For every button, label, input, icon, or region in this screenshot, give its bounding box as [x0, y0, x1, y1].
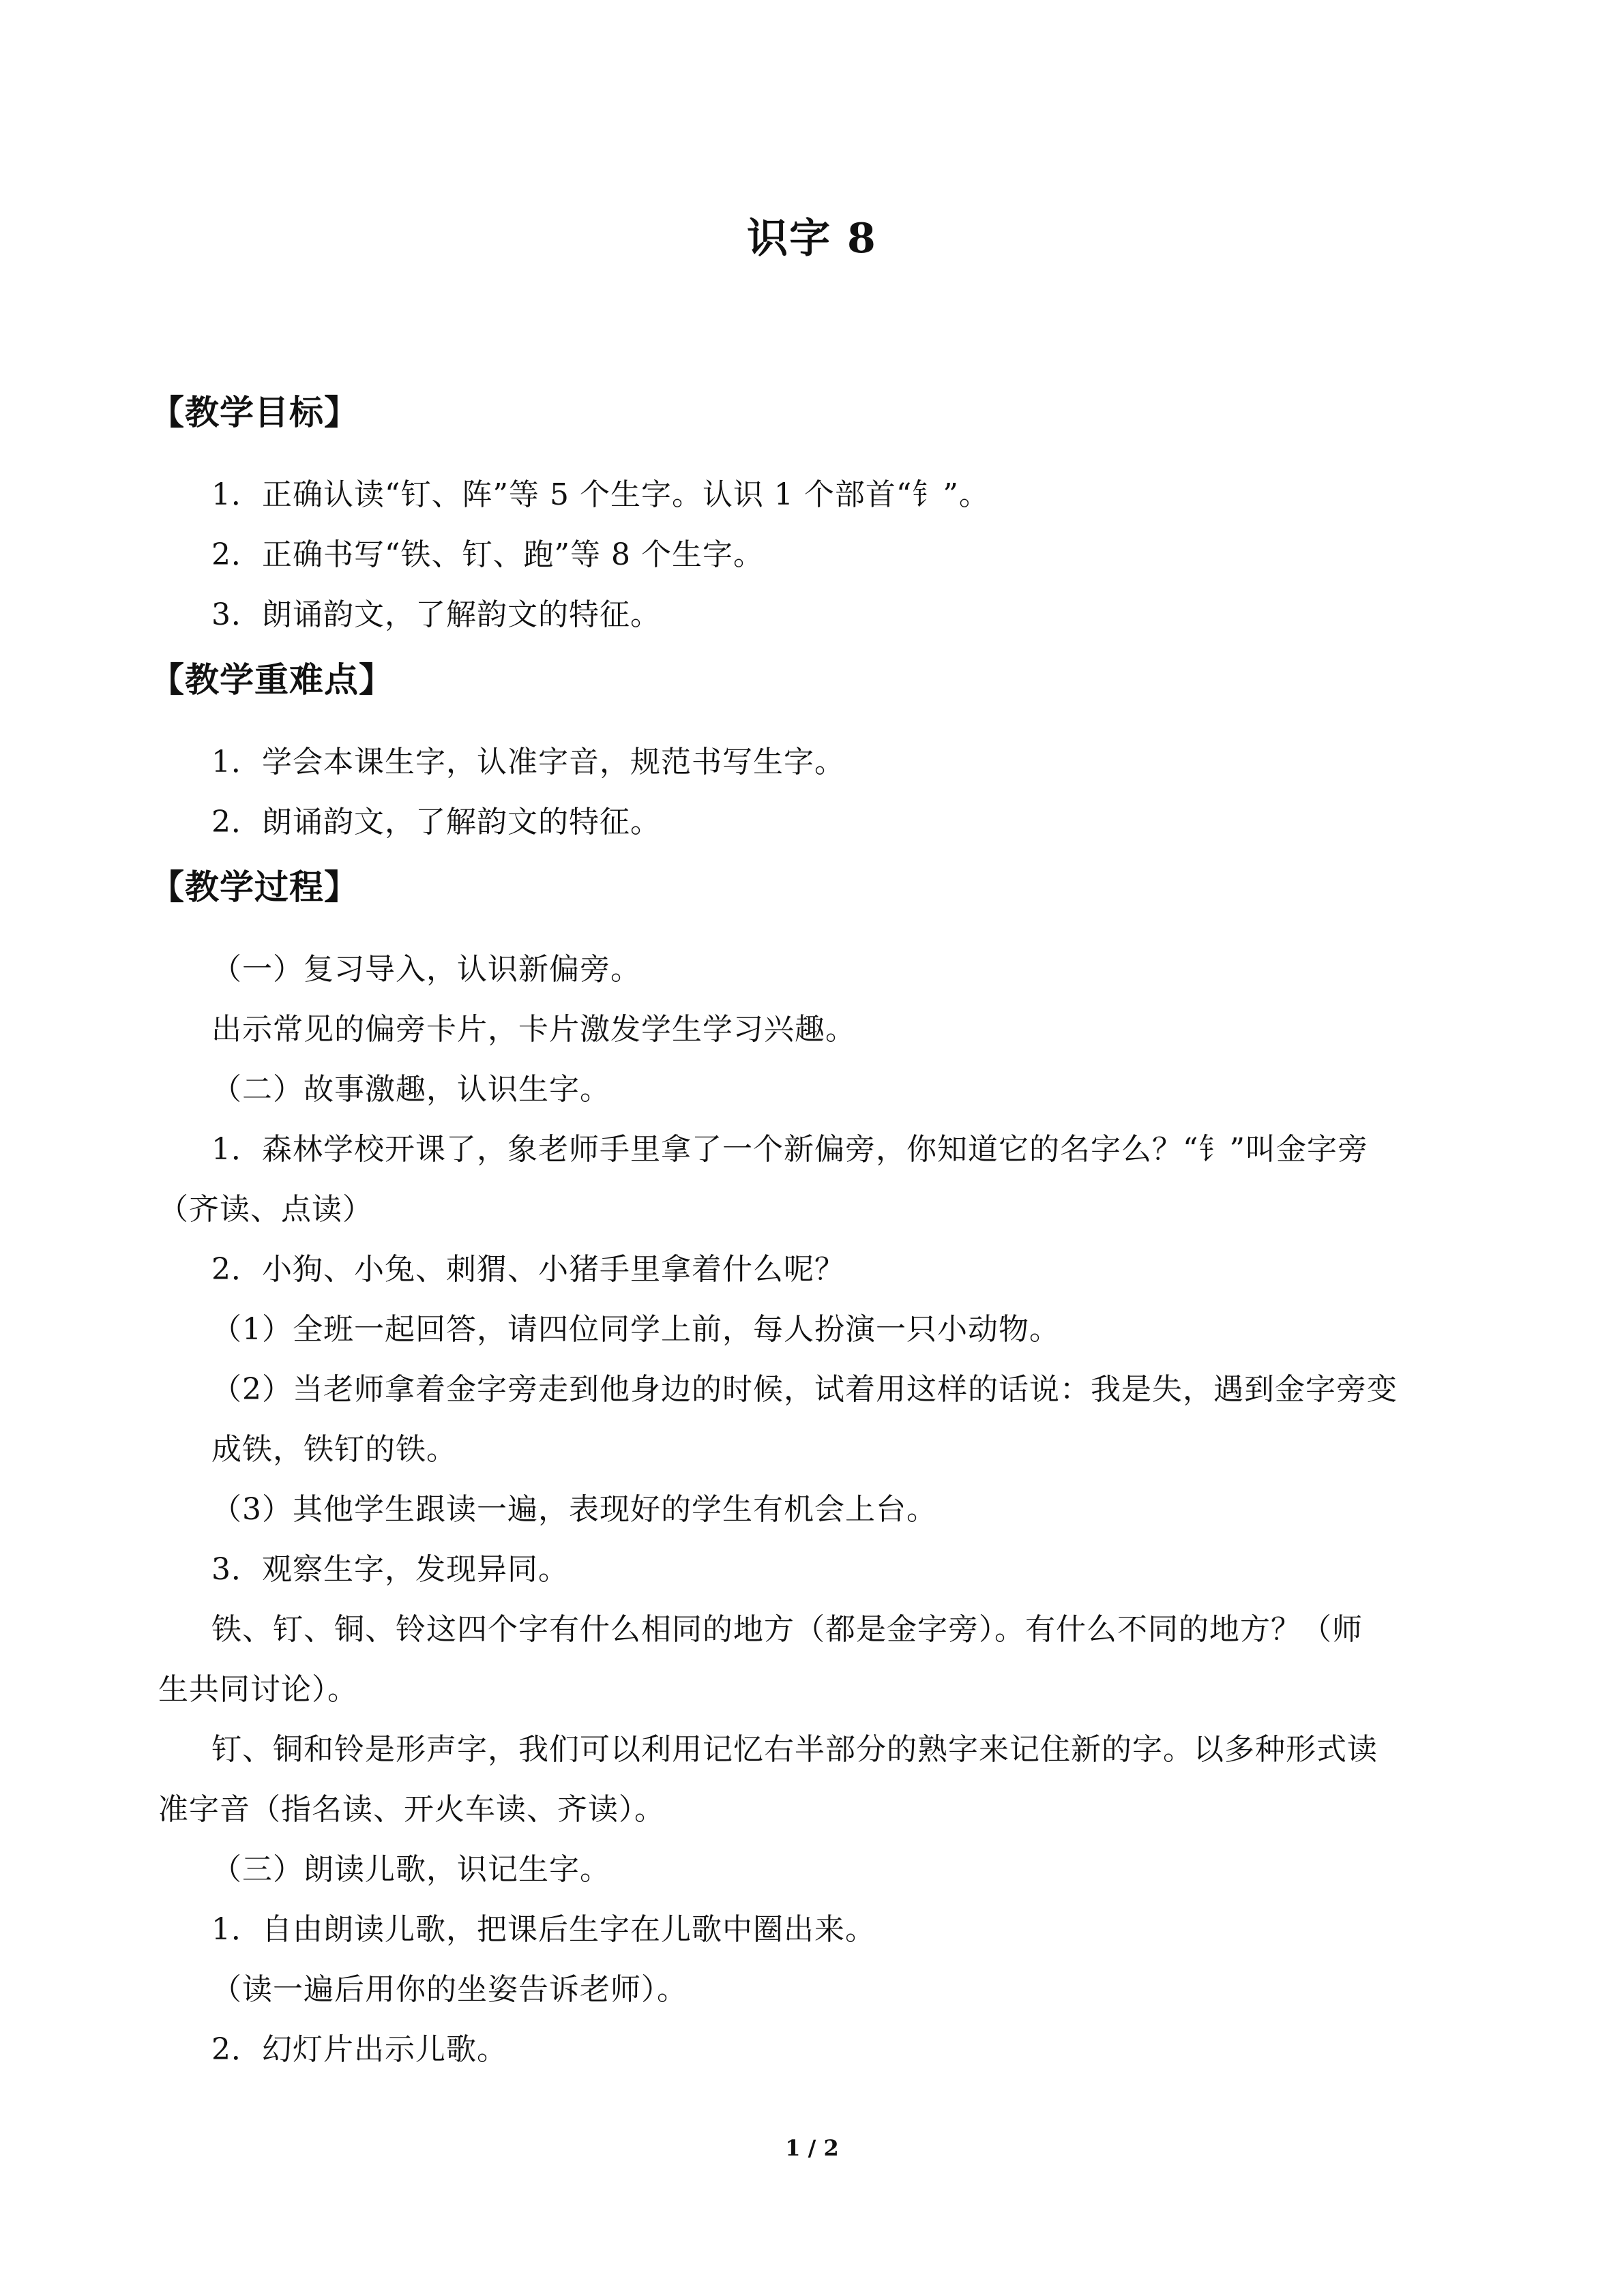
process-line: （齐读、点读）	[158, 1192, 373, 1227]
section-heading-process: 【教学过程】	[150, 867, 359, 907]
process-line: 2．小狗、小兔、刺猬、小猪手里拿着什么呢？	[211, 1252, 845, 1287]
process-line: （2）当老师拿着金字旁走到他身边的时候，试着用这样的话说：我是失，遇到金字旁变	[211, 1372, 1398, 1407]
process-line: （二）故事激趣，认识生字。	[211, 1072, 610, 1107]
process-line: 准字音（指名读、开火车读、齐读）。	[158, 1792, 665, 1827]
goal-item: 3．朗诵韵文，了解韵文的特征。	[211, 597, 661, 632]
key-point-item: 1．学会本课生字，认准字音，规范书写生字。	[211, 745, 845, 779]
process-line: （读一遍后用你的坐姿告诉老师）。	[211, 1972, 688, 2007]
process-line: （三）朗读儿歌，识记生字。	[211, 1852, 610, 1887]
process-line: 1．森林学校开课了，象老师手里拿了一个新偏旁，你知道它的名字么？“钅”叫金字旁	[211, 1132, 1368, 1167]
key-point-item: 2．朗诵韵文，了解韵文的特征。	[211, 805, 661, 839]
process-line: 钉、铜和铃是形声字，我们可以利用记忆右半部分的熟字来记住新的字。以多种形式读	[211, 1732, 1378, 1767]
goal-item: 1．正确认读“钉、阵”等 5 个生字。认识 1 个部首“钅”。	[211, 477, 990, 512]
process-line: （3）其他学生跟读一遍，表现好的学生有机会上台。	[211, 1492, 937, 1527]
page-title: 识字 8	[747, 215, 877, 263]
section-heading-key-points: 【教学重难点】	[150, 659, 394, 700]
process-line: （1）全班一起回答，请四位同学上前，每人扮演一只小动物。	[211, 1312, 1060, 1347]
process-line: 铁、钉、铜、铃这四个字有什么相同的地方（都是金字旁）。有什么不同的地方？（师	[211, 1612, 1363, 1647]
page-number: 1 / 2	[785, 2135, 839, 2161]
process-line: 成铁，铁钉的铁。	[211, 1432, 457, 1467]
process-line: 3．观察生字，发现异同。	[211, 1552, 569, 1587]
process-line: 1．自由朗读儿歌，把课后生字在儿歌中圈出来。	[211, 1912, 876, 1947]
goal-item: 2．正确书写“铁、钉、跑”等 8 个生字。	[211, 537, 764, 572]
process-line: 出示常见的偏旁卡片，卡片激发学生学习兴趣。	[211, 1012, 856, 1047]
section-heading-goals: 【教学目标】	[150, 392, 359, 432]
process-line: 生共同讨论）。	[158, 1672, 358, 1707]
process-line: 2．幻灯片出示儿歌。	[211, 2032, 507, 2067]
process-line: （一）复习导入，认识新偏旁。	[211, 952, 641, 987]
